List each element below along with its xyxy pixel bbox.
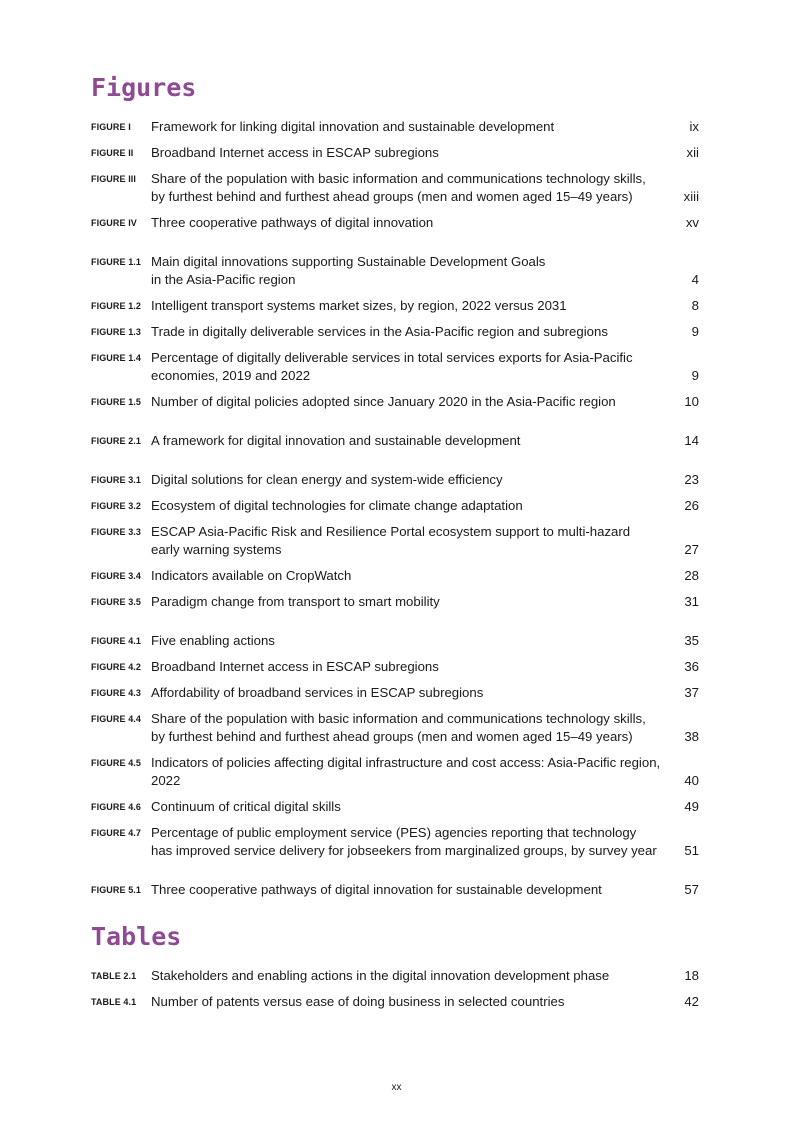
figure-title: Digital solutions for clean energy and system-wide efficiency	[151, 472, 503, 487]
figure-label: FIGURE 3.4	[91, 571, 142, 581]
figure-entry[interactable]	[91, 214, 699, 240]
figure-page-number: 51	[684, 842, 699, 858]
figure-label: FIGURE 4.3	[91, 688, 142, 698]
figure-title: Main digital innovations supporting Sustainable Development Goals in the Asia-Pacific region	[151, 254, 546, 287]
figure-title: Indicators available on CropWatch	[151, 568, 352, 583]
figure-page-number: xv	[685, 215, 699, 230]
figure-entry[interactable]	[91, 881, 699, 907]
figure-entry[interactable]	[91, 349, 699, 393]
figure-label: FIGURE I	[91, 122, 131, 132]
table-page-number: 42	[684, 994, 699, 1009]
figure-label: FIGURE 4.2	[91, 662, 142, 672]
figure-title: Framework for linking digital innovation and sustainable development	[151, 119, 555, 134]
figure-page-number: 31	[684, 594, 699, 609]
figure-page-number: 49	[684, 799, 699, 814]
figure-label: FIGURE 5.1	[91, 885, 142, 895]
figure-page-number: 10	[684, 394, 699, 409]
figure-label: FIGURE 3.2	[91, 501, 142, 511]
section-gap	[91, 458, 699, 471]
table-label: TABLE 2.1	[91, 971, 137, 981]
figure-page-number: 40	[684, 772, 699, 788]
figure-entry[interactable]	[91, 170, 699, 214]
figure-title: Broadband Internet access in ESCAP subregions	[151, 659, 439, 674]
figure-page-number: 9	[691, 367, 699, 383]
figure-page-number: 57	[684, 882, 699, 897]
figure-label: FIGURE 4.4	[91, 714, 142, 724]
figure-entry[interactable]	[91, 798, 699, 824]
figure-entry[interactable]	[91, 523, 699, 567]
figure-title: Continuum of critical digital skills	[151, 799, 341, 814]
figure-page-number: 8	[691, 298, 699, 313]
figure-title: Indicators of policies affecting digital infrastructure and cost access: Asia-Pacific region, 2022	[151, 755, 661, 788]
figure-page-number: xiii	[683, 188, 699, 204]
table-title: Stakeholders and enabling actions in the digital innovation development phase	[151, 968, 610, 983]
figure-label: FIGURE 3.1	[91, 475, 142, 485]
figure-title: Ecosystem of digital technologies for climate change adaptation	[151, 498, 523, 513]
figure-page-number: 26	[684, 498, 699, 513]
figure-page-number: 9	[691, 324, 699, 339]
tables-heading: Tables	[91, 922, 182, 951]
figure-title: Share of the population with basic information and communications technology skills, by furthest behind and furthest ahead groups (men and women aged 15–49 years)	[151, 711, 646, 744]
figure-label: FIGURE 1.4	[91, 353, 142, 363]
figure-title: Five enabling actions	[151, 633, 275, 648]
figure-entry[interactable]	[91, 658, 699, 684]
figure-title: Affordability of broadband services in ESCAP subregions	[151, 685, 484, 700]
section-gap	[91, 240, 699, 253]
figure-entry[interactable]	[91, 253, 699, 297]
table-title: Number of patents versus ease of doing business in selected countries	[151, 994, 565, 1009]
figure-entry[interactable]	[91, 754, 699, 798]
figure-page-number: 35	[684, 633, 699, 648]
page-number-footer: xx	[391, 1082, 402, 1093]
figures-list	[91, 118, 699, 907]
figure-entry[interactable]	[91, 632, 699, 658]
figure-entry[interactable]	[91, 567, 699, 593]
figure-entry[interactable]	[91, 118, 699, 144]
figure-title: Broadband Internet access in ESCAP subregions	[151, 145, 439, 160]
figure-label: FIGURE 1.5	[91, 397, 142, 407]
figure-page-number: 28	[684, 568, 699, 583]
figure-label: FIGURE 1.1	[91, 257, 142, 267]
figure-title: A framework for digital innovation and sustainable development	[151, 433, 521, 448]
figure-entry[interactable]	[91, 471, 699, 497]
figure-label: FIGURE 4.7	[91, 828, 142, 838]
figure-page-number: 14	[684, 433, 699, 448]
figure-entry[interactable]	[91, 297, 699, 323]
figure-label: FIGURE 3.3	[91, 527, 142, 537]
figure-page-number: 4	[691, 271, 699, 287]
table-page-number: 18	[684, 968, 699, 983]
table-entry[interactable]	[91, 993, 699, 1019]
figure-title: Share of the population with basic information and communications technology skills, by furthest behind and furthest ahead groups (men and women aged 15–49 years)	[151, 171, 646, 204]
figure-label: FIGURE 3.5	[91, 597, 142, 607]
figure-entry[interactable]	[91, 323, 699, 349]
figure-title: Three cooperative pathways of digital innovation	[151, 215, 434, 230]
figure-title: Trade in digitally deliverable services in the Asia-Pacific region and subregions	[151, 324, 608, 339]
figure-label: FIGURE 1.3	[91, 327, 142, 337]
tables-list	[91, 967, 699, 1019]
figures-heading: Figures	[91, 73, 197, 102]
figure-label: FIGURE 4.5	[91, 758, 142, 768]
figure-title: ESCAP Asia-Pacific Risk and Resilience Portal ecosystem support to multi-hazard early warning systems	[151, 524, 631, 557]
figure-entry[interactable]	[91, 710, 699, 754]
figure-page-number: 38	[684, 728, 699, 744]
figure-label: FIGURE 4.1	[91, 636, 142, 646]
figure-page-number: 36	[684, 659, 699, 674]
figure-page-number: 23	[684, 472, 699, 487]
figure-title: Number of digital policies adopted since January 2020 in the Asia-Pacific region	[151, 394, 616, 409]
figure-title: Three cooperative pathways of digital innovation for sustainable development	[151, 882, 602, 897]
figure-entry[interactable]	[91, 393, 699, 419]
section-gap	[91, 619, 699, 632]
figure-label: FIGURE IV	[91, 218, 137, 228]
figure-title: Percentage of public employment service (PES) agencies reporting that technology has improved service delivery for jobseekers from marginalized groups, by survey year	[151, 825, 657, 858]
figure-entry[interactable]	[91, 593, 699, 619]
figure-label: FIGURE II	[91, 148, 134, 158]
figure-entry[interactable]	[91, 144, 699, 170]
figure-title: Percentage of digitally deliverable services in total services exports for Asia-Pacific economies, 2019 and 2022	[151, 350, 633, 383]
figure-entry[interactable]	[91, 684, 699, 710]
figure-page-number: 27	[684, 541, 699, 557]
figure-entry[interactable]	[91, 432, 699, 458]
figure-label: FIGURE 4.6	[91, 802, 142, 812]
figure-title: Intelligent transport systems market sizes, by region, 2022 versus 2031	[151, 298, 567, 313]
table-label: TABLE 4.1	[91, 997, 137, 1007]
figure-page-number: 37	[684, 685, 699, 700]
section-gap	[91, 419, 699, 432]
figure-label: FIGURE III	[91, 174, 137, 184]
table-entry[interactable]	[91, 967, 699, 993]
figure-entry[interactable]	[91, 824, 699, 868]
figure-page-number: ix	[689, 119, 699, 134]
figure-entry[interactable]	[91, 497, 699, 523]
figure-page-number: xii	[686, 145, 699, 160]
figure-title: Paradigm change from transport to smart mobility	[151, 594, 440, 609]
section-gap	[91, 868, 699, 881]
figure-label: FIGURE 1.2	[91, 301, 142, 311]
figure-label: FIGURE 2.1	[91, 436, 142, 446]
